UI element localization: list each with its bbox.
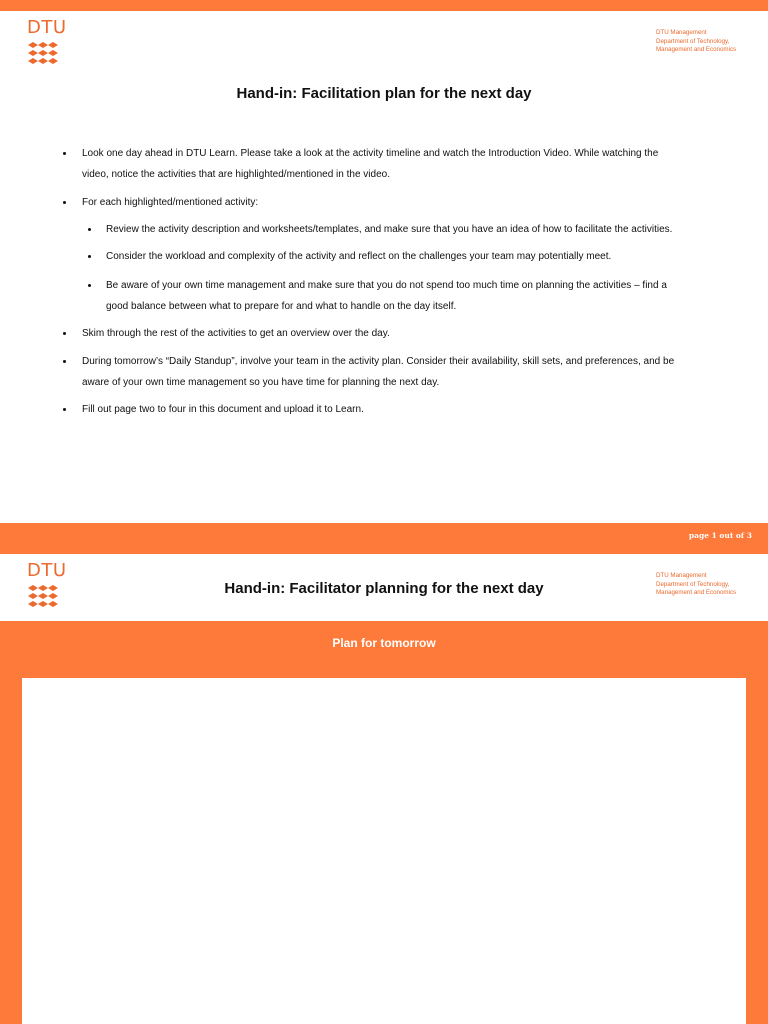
sub-bullet-icon bbox=[88, 284, 91, 287]
list-item bbox=[106, 275, 746, 317]
list-item bbox=[82, 192, 742, 213]
list-item-line: During tomorrow’s “Daily Standup”, involve your team in the activity plan. Consider their availability, skill sets, and preferences, and be bbox=[82, 356, 675, 367]
department-line: DTU Management bbox=[656, 29, 707, 36]
dtu-logo-waves-icon bbox=[27, 41, 59, 65]
bullet-icon bbox=[63, 201, 66, 204]
bullet-icon bbox=[63, 360, 66, 363]
plan-text-area[interactable] bbox=[22, 678, 746, 1024]
bullet-icon bbox=[63, 332, 66, 335]
dtu-logo-text: DTU bbox=[27, 17, 67, 38]
list-item-line: aware of your own time management so you have time for planning the next day. bbox=[82, 377, 440, 388]
dtu-logo bbox=[27, 17, 67, 65]
department-line: Department of Technology, bbox=[656, 37, 730, 45]
sub-bullet-icon bbox=[88, 255, 91, 258]
list-item-line: Be aware of your own time management and make sure that you do not spend too much time on planning the activities – find a bbox=[106, 280, 667, 291]
department-line: Management and Economics bbox=[656, 46, 737, 54]
page-title: Hand-in: Facilitation plan for the next day bbox=[236, 85, 532, 102]
top-orange-band bbox=[0, 0, 768, 11]
page-title: Hand-in: Facilitator planning for the next day bbox=[224, 580, 544, 597]
page-number: page 1 out of 3 bbox=[688, 531, 752, 540]
dtu-logo-text: DTU bbox=[27, 560, 67, 581]
bullet-icon bbox=[63, 408, 66, 411]
department-label bbox=[656, 29, 736, 55]
bullet-icon bbox=[63, 152, 66, 155]
list-item-line: Skim through the rest of the activities to get an overview over the day. bbox=[82, 328, 390, 339]
list-item-line: Look one day ahead in DTU Learn. Please take a look at the activity timeline and watch the Introduction Video. While watching the bbox=[82, 148, 659, 159]
list-item bbox=[106, 219, 746, 240]
list-item-line: Review the activity description and worksheets/templates, and make sure that you have an idea of how to facilitate the activities. bbox=[106, 224, 673, 235]
list-item-line: good balance between what to prepare for and what to handle on the day itself. bbox=[106, 301, 457, 312]
page-footer-band bbox=[0, 523, 768, 554]
list-item-line: Consider the workload and complexity of the activity and reflect on the challenges your team may potentially meet. bbox=[106, 251, 612, 262]
list-item-line: For each highlighted/mentioned activity: bbox=[82, 197, 259, 208]
list-item bbox=[106, 246, 746, 267]
list-item bbox=[82, 323, 742, 344]
department-line: Department of Technology, bbox=[656, 580, 730, 588]
department-line: Management and Economics bbox=[656, 589, 737, 597]
plan-section-title: Plan for tomorrow bbox=[332, 636, 436, 650]
list-item bbox=[82, 399, 742, 420]
department-line: DTU Management bbox=[656, 572, 707, 579]
list-item bbox=[82, 351, 742, 393]
list-item-line: video, notice the activities that are highlighted/mentioned in the video. bbox=[82, 169, 390, 180]
list-item bbox=[82, 143, 742, 185]
sub-bullet-icon bbox=[88, 228, 91, 231]
list-item-line: Fill out page two to four in this document and upload it to Learn. bbox=[82, 404, 364, 415]
